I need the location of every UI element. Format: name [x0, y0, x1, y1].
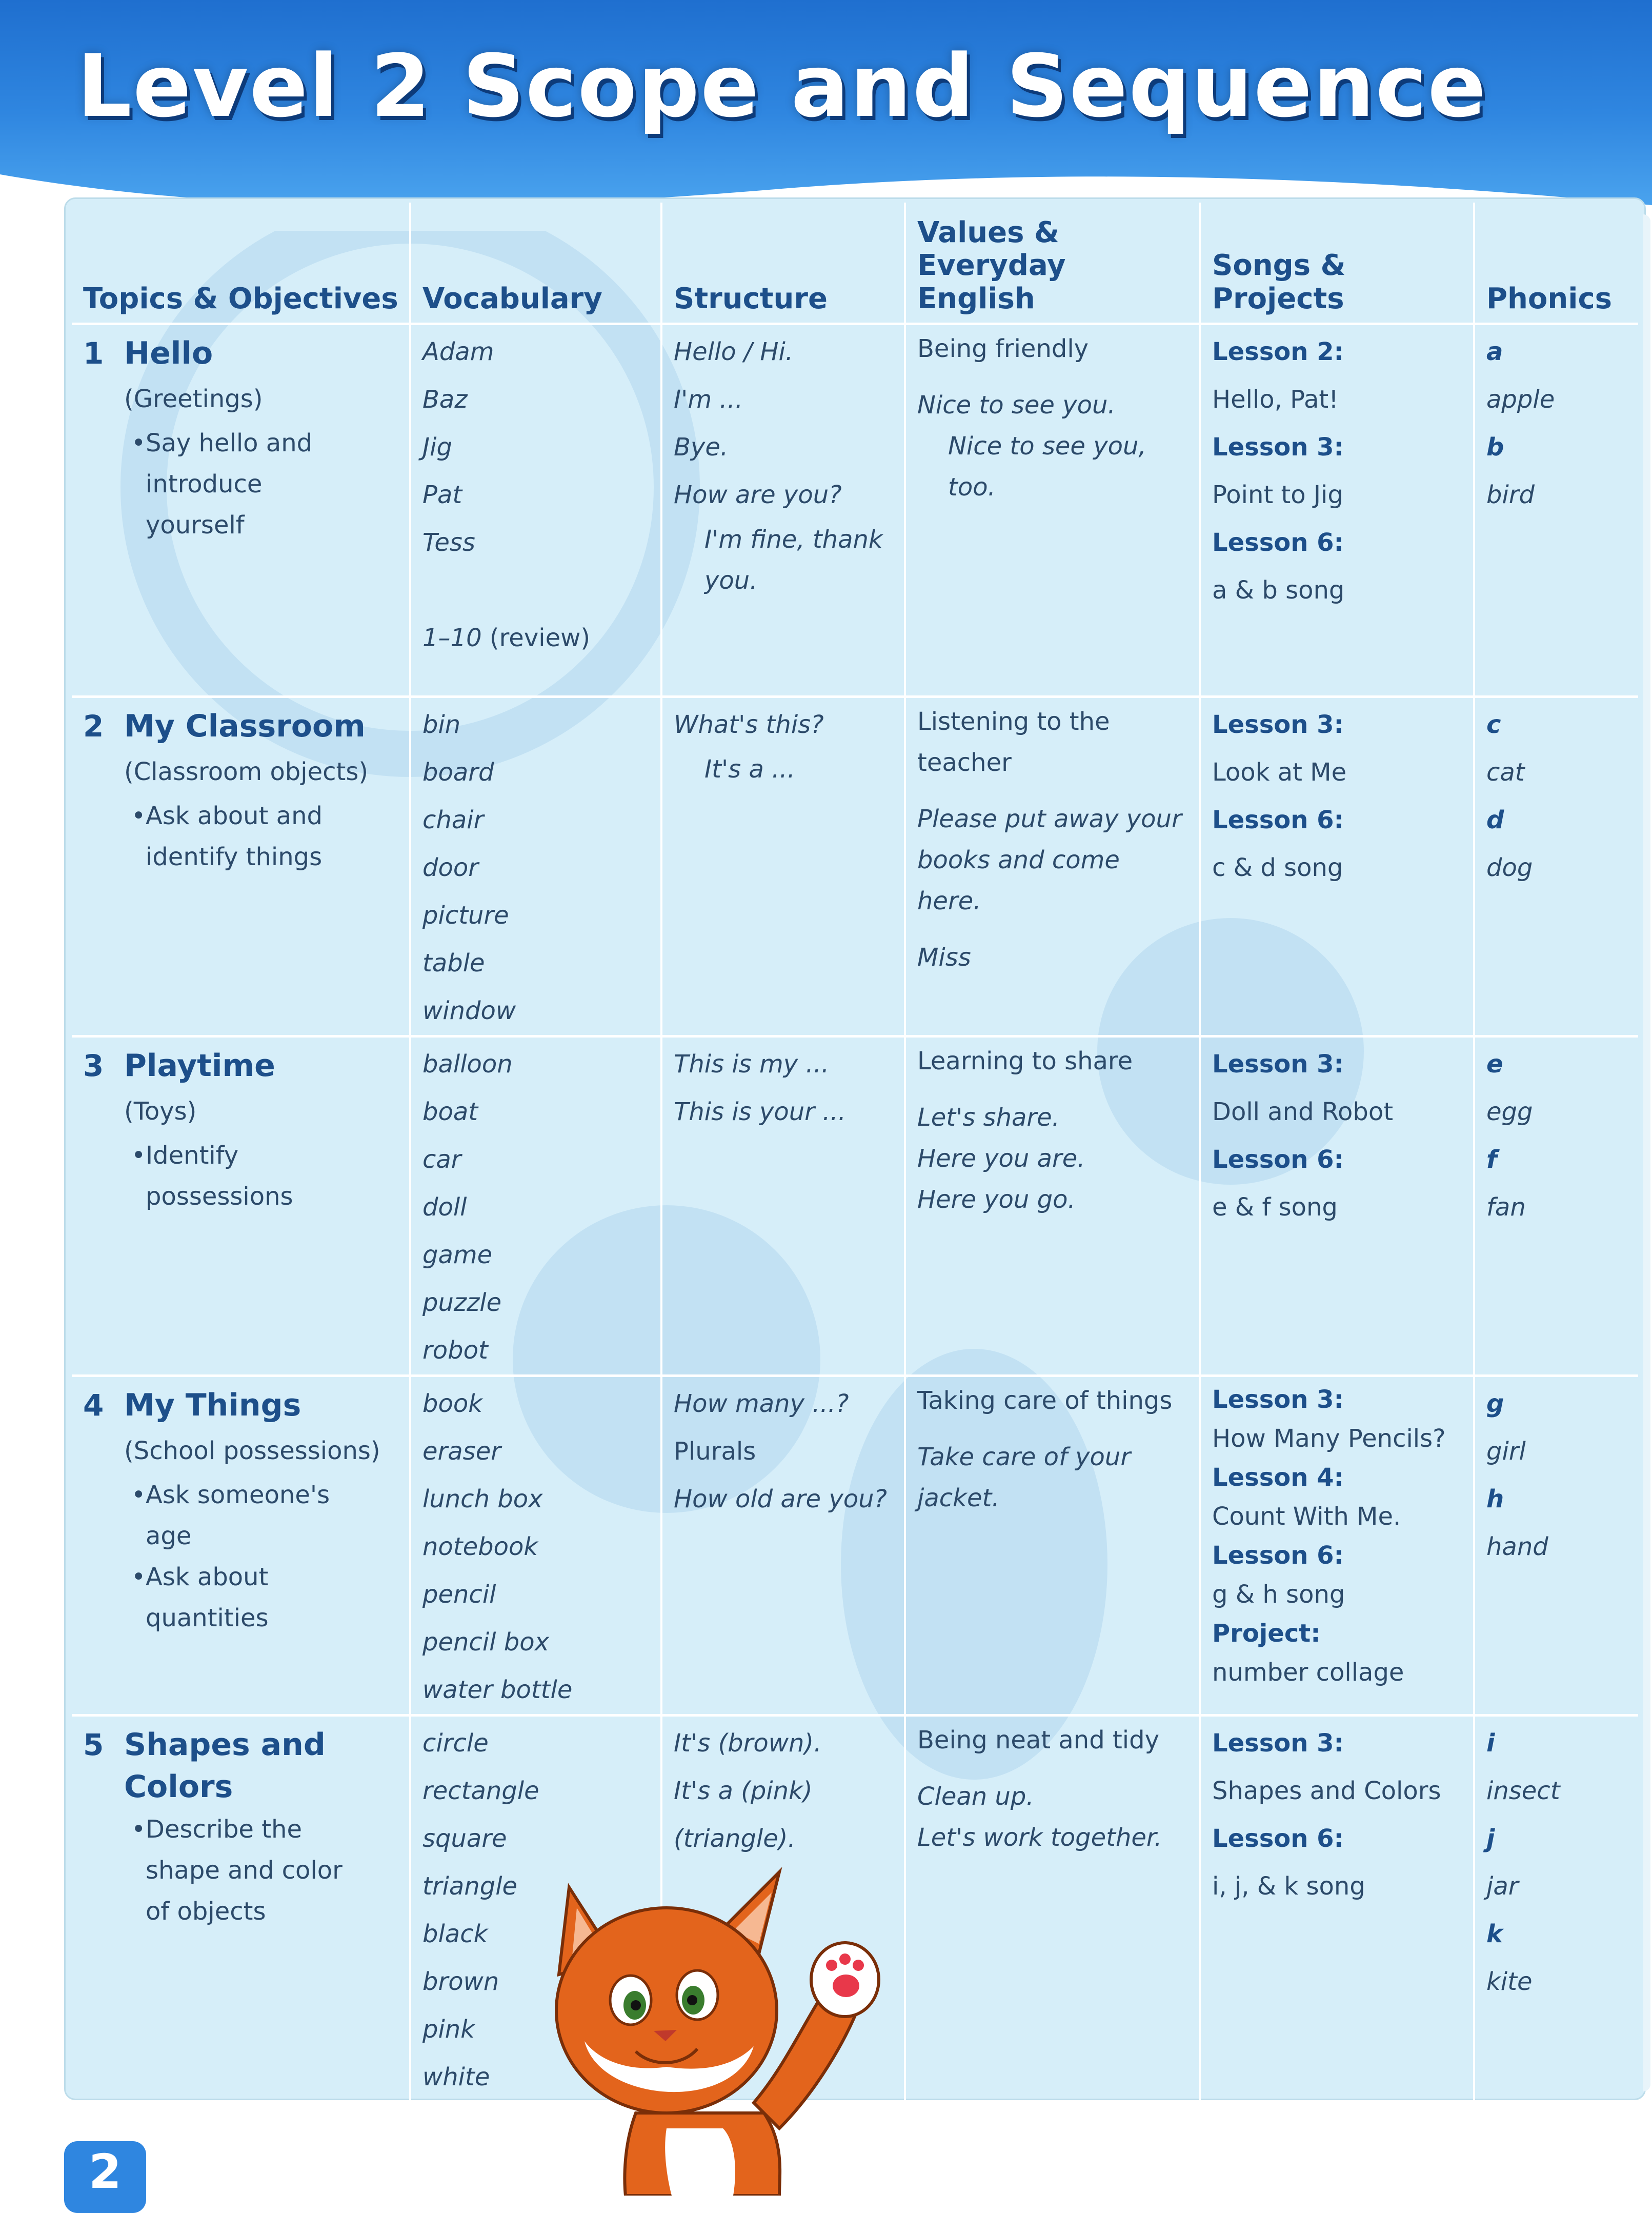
phonics-letter: e: [1486, 1050, 1503, 1079]
structure-item: How old are you?: [674, 1485, 888, 1513]
vocab-item: [422, 1428, 650, 1476]
vocab-word: Jig: [422, 433, 452, 462]
vocab-item: [422, 424, 650, 471]
values-item: Being neat and tidy: [917, 1726, 1159, 1755]
phonics-letter: b: [1486, 433, 1504, 462]
vocabulary-cell: [410, 324, 661, 697]
songs-cell: [1200, 697, 1474, 1036]
phonics-word: kite: [1486, 1967, 1533, 1996]
song-title: Look at Me: [1212, 758, 1347, 787]
unit-title: Colors: [124, 1769, 233, 1805]
vocab-word: book: [422, 1389, 482, 1418]
song-title: How Many Pencils?: [1212, 1424, 1446, 1453]
vocab-word: pencil box: [422, 1628, 549, 1657]
spacer: [917, 1421, 1188, 1437]
phonics-word: cat: [1486, 758, 1525, 787]
structure-item: This is my ...: [674, 1050, 830, 1079]
values-cell: [905, 324, 1200, 697]
vocab-note: (review): [489, 624, 591, 652]
unit-title: Playtime: [124, 1048, 275, 1084]
song-title: c & d song: [1212, 853, 1343, 882]
values-cell: [905, 1376, 1200, 1716]
vocab-item: [422, 328, 650, 376]
vocab-word: brown: [422, 1967, 499, 1996]
topics-cell: [72, 1716, 410, 2102]
song-lesson-label: Lesson 4:: [1212, 1463, 1344, 1492]
vocab-word: puzzle: [422, 1288, 502, 1317]
unit-title-wrap: [124, 1725, 326, 1809]
song-title: e & f song: [1212, 1193, 1338, 1222]
vocab-word: door: [422, 853, 478, 882]
spacer: [917, 1761, 1188, 1776]
song-lesson-label: Lesson 6:: [1212, 1541, 1344, 1570]
objective-item: [83, 1809, 399, 1932]
vocab-item: [422, 1088, 650, 1136]
unit-title: Hello: [124, 335, 213, 371]
values-cell: [905, 1716, 1200, 2102]
song-lesson-label: Lesson 3:: [1212, 1050, 1344, 1079]
vocab-item: [422, 376, 650, 424]
vocab-word: pencil: [422, 1580, 496, 1609]
values-item: Take care of your jacket.: [917, 1443, 1131, 1512]
unit-row: [72, 1036, 1638, 1376]
vocab-item: [422, 987, 650, 1035]
structure-cell: [661, 697, 905, 1036]
vocab-item: [422, 1041, 650, 1088]
values-cell: [905, 697, 1200, 1036]
objective-text: Ask about quantities: [146, 1563, 269, 1632]
phonics-letter: i: [1486, 1729, 1495, 1758]
vocab-word: water bottle: [422, 1676, 573, 1704]
unit-title: Shapes and: [124, 1727, 326, 1763]
vocab-word: 1–10: [422, 624, 482, 652]
song-lesson-label: Lesson 2:: [1212, 337, 1344, 366]
unit-number: 4: [83, 1388, 104, 1423]
unit-subtitle: (School possessions): [124, 1437, 380, 1465]
values-item: Taking care of things: [917, 1386, 1173, 1415]
unit-title-block: [83, 1720, 399, 1809]
col-header-structure: Structure: [661, 203, 905, 324]
vocab-word: white: [422, 2063, 490, 2091]
vocab-word: rectangle: [422, 1777, 539, 1805]
objective-item: [83, 423, 399, 546]
objective-item: [83, 1557, 399, 1639]
objective-text: Say hello and introduce yourself: [146, 429, 313, 540]
values-cell: [905, 1036, 1200, 1376]
unit-title-wrap: [124, 1385, 301, 1427]
values-item: Clean up.: [917, 1782, 1034, 1811]
bullet-icon: •: [131, 1141, 146, 1170]
phonics-word: girl: [1486, 1437, 1526, 1466]
vocab-word: notebook: [422, 1532, 538, 1561]
vocab-word: eraser: [422, 1437, 501, 1466]
structure-item: This is your ...: [674, 1098, 846, 1126]
vocab-word: pink: [422, 2015, 475, 2044]
values-item: Learning to share: [917, 1047, 1133, 1075]
phonics-letter: h: [1486, 1485, 1504, 1513]
vocabulary-cell: [410, 1376, 661, 1716]
vocab-word: boat: [422, 1098, 478, 1126]
song-title: i, j, & k song: [1212, 1872, 1365, 1901]
vocab-item: [422, 1279, 650, 1327]
song-title: g & h song: [1212, 1580, 1345, 1609]
vocab-word: black: [422, 1920, 488, 1948]
vocab-item: [422, 567, 650, 614]
topics-cell: [72, 1036, 410, 1376]
unit-title: My Classroom: [124, 708, 366, 744]
values-item: Here you are.: [917, 1144, 1085, 1173]
structure-item: How are you?: [674, 481, 842, 509]
vocab-item: [422, 796, 650, 844]
structure-item: Bye.: [674, 433, 729, 462]
objective-text: Ask someone's age: [146, 1481, 330, 1550]
song-lesson-label: Lesson 6:: [1212, 528, 1344, 557]
unit-title-wrap: [124, 333, 213, 375]
vocab-item: [422, 1327, 650, 1374]
vocab-item: [422, 519, 650, 567]
phonics-cell: [1474, 1376, 1638, 1716]
vocab-item: [422, 614, 650, 662]
unit-subtitle: (Classroom objects): [124, 757, 369, 786]
unit-title-wrap: [124, 706, 366, 748]
objective-text: Ask about and identify things: [146, 802, 323, 871]
bullet-icon: •: [131, 802, 146, 830]
unit-number: 3: [83, 1048, 104, 1083]
values-item: Miss: [917, 943, 971, 972]
song-lesson-label: Lesson 3:: [1212, 710, 1344, 739]
objective-text: Identify possessions: [146, 1141, 293, 1211]
phonics-letter: a: [1486, 337, 1503, 366]
vocab-word: doll: [422, 1193, 467, 1222]
structure-item: Hello / Hi.: [674, 337, 794, 366]
unit-number: 1: [83, 336, 104, 371]
objective-item: [83, 1135, 399, 1217]
values-item: Let's share.: [917, 1103, 1060, 1132]
unit-number: 2: [83, 709, 104, 744]
vocab-item: [422, 940, 650, 987]
phonics-cell: [1474, 697, 1638, 1036]
phonics-letter: j: [1486, 1824, 1495, 1853]
structure-cell: [661, 1036, 905, 1376]
structure-item: Plurals: [674, 1437, 756, 1466]
phonics-word: bird: [1486, 481, 1535, 509]
topics-cell: [72, 324, 410, 697]
structure-cell: [661, 1376, 905, 1716]
unit-title-wrap: [124, 1046, 275, 1088]
objective-item: [83, 795, 399, 878]
song-title: Doll and Robot: [1212, 1098, 1394, 1126]
col-header-phonics: Phonics: [1486, 282, 1612, 315]
song-title: Count With Me.: [1212, 1502, 1401, 1531]
song-title: number collage: [1212, 1658, 1404, 1687]
vocab-item: [422, 1619, 650, 1666]
phonics-word: insect: [1486, 1777, 1560, 1805]
unit-number: 5: [83, 1727, 104, 1762]
bullet-icon: •: [131, 1481, 146, 1509]
topics-cell: [72, 1376, 410, 1716]
unit-title-block: [83, 1041, 399, 1088]
phonics-letter: c: [1486, 710, 1501, 739]
vocab-word: lunch box: [422, 1485, 543, 1513]
vocab-word: window: [422, 996, 516, 1025]
values-item: Please put away your books and come here.: [917, 805, 1182, 915]
values-item: Nice to see you, too.: [948, 432, 1146, 502]
bullet-icon: •: [131, 1563, 146, 1591]
phonics-word: dog: [1486, 853, 1533, 882]
vocab-item: [422, 701, 650, 749]
scope-sequence-table: [72, 203, 1638, 2101]
phonics-letter: d: [1486, 806, 1504, 834]
vocabulary-cell: [410, 1036, 661, 1376]
vocab-item: [422, 1380, 650, 1428]
structure-item: It's a (pink) (triangle).: [674, 1777, 813, 1853]
vocabulary-cell: [410, 697, 661, 1036]
unit-title: My Things: [124, 1387, 301, 1423]
topics-cell: [72, 697, 410, 1036]
vocab-word: triangle: [422, 1872, 518, 1901]
objective-item: [83, 1474, 399, 1557]
vocab-item: [422, 1476, 650, 1523]
structure-item: It's (brown).: [674, 1729, 822, 1758]
phonics-letter: k: [1486, 1920, 1503, 1948]
vocab-item: [422, 1666, 650, 1714]
vocab-word: table: [422, 949, 485, 978]
values-item: Being friendly: [917, 334, 1089, 363]
songs-cell: [1200, 324, 1474, 697]
structure-item: I'm fine, thank you.: [704, 525, 883, 595]
song-lesson-label: Lesson 3:: [1212, 433, 1344, 462]
song-lesson-label: Lesson 6:: [1212, 1824, 1344, 1853]
song-lesson-label: Lesson 6:: [1212, 1145, 1344, 1174]
structure-cell: [661, 324, 905, 697]
vocab-word: square: [422, 1824, 507, 1853]
values-item: Nice to see you.: [917, 391, 1116, 420]
unit-row: [72, 697, 1638, 1036]
phonics-letter: f: [1486, 1145, 1497, 1174]
col-header-vocabulary: Vocabulary: [410, 203, 661, 324]
spacer: [917, 369, 1188, 385]
vocab-word: Baz: [422, 385, 468, 414]
values-item: Listening to the teacher: [917, 707, 1110, 777]
vocab-item: [422, 1184, 650, 1231]
unit-title-block: [83, 1380, 399, 1427]
song-title: a & b song: [1212, 576, 1345, 605]
unit-title-block: [83, 701, 399, 748]
values-item: Let's work together.: [917, 1823, 1162, 1852]
col-header-songs: Songs & Projects: [1200, 203, 1474, 324]
song-lesson-label: Project:: [1212, 1619, 1321, 1648]
phonics-word: fan: [1486, 1193, 1526, 1222]
phonics-cell: [1474, 1036, 1638, 1376]
vocab-item: [422, 1136, 650, 1184]
structure-item: What's this?: [674, 710, 824, 739]
song-title: Shapes and Colors: [1212, 1777, 1441, 1805]
page-number-badge: 2: [64, 2141, 146, 2213]
phonics-word: jar: [1486, 1872, 1519, 1901]
vocab-item: [422, 471, 650, 519]
bullet-icon: •: [131, 1815, 146, 1844]
col-header-topics: Topics & Objectives: [72, 203, 410, 324]
vocab-word: game: [422, 1241, 493, 1269]
unit-subtitle: (Toys): [124, 1097, 197, 1126]
phonics-word: hand: [1486, 1532, 1548, 1561]
vocab-item: [422, 1720, 650, 1767]
phonics-cell: [1474, 1716, 1638, 2102]
song-title: Hello, Pat!: [1212, 385, 1339, 414]
vocab-word: Tess: [422, 528, 475, 557]
cat-mascot-icon: [538, 1826, 908, 2196]
vocab-word: car: [422, 1145, 461, 1174]
unit-row: [72, 324, 1638, 697]
song-lesson-label: Lesson 3:: [1212, 1385, 1344, 1414]
unit-title-block: [83, 328, 399, 375]
unit-row: [72, 1376, 1638, 1716]
vocab-item: [422, 892, 650, 940]
song-lesson-label: Lesson 3:: [1212, 1729, 1344, 1758]
song-title: Point to Jig: [1212, 481, 1343, 509]
bullet-icon: •: [131, 429, 146, 457]
vocab-word: circle: [422, 1729, 489, 1758]
phonics-cell: [1474, 324, 1638, 697]
structure-item: I'm ...: [674, 385, 743, 414]
songs-cell: [1200, 1716, 1474, 2102]
songs-cell: [1200, 1036, 1474, 1376]
vocab-word: robot: [422, 1336, 488, 1365]
spacer: [917, 783, 1188, 799]
table-header-row: [72, 203, 1638, 324]
vocab-item: [422, 1767, 650, 1815]
spacer: [917, 1082, 1188, 1097]
vocab-word: balloon: [422, 1050, 513, 1079]
vocab-word: bin: [422, 710, 461, 739]
structure-item: It's a ...: [704, 755, 795, 784]
vocab-word: Adam: [422, 337, 494, 366]
values-item: Here you go.: [917, 1185, 1076, 1214]
song-lesson-label: Lesson 6:: [1212, 806, 1344, 834]
objective-text: Describe the shape and color of objects: [146, 1815, 343, 1926]
structure-item: How many ...?: [674, 1389, 849, 1418]
phonics-word: egg: [1486, 1098, 1533, 1126]
vocab-item: [422, 1523, 650, 1571]
unit-subtitle: (Greetings): [124, 385, 263, 413]
spacer: [917, 922, 1188, 937]
vocab-word: chair: [422, 806, 484, 834]
vocab-item: [422, 1231, 650, 1279]
col-header-values: Values & Everyday English: [905, 203, 1200, 324]
vocab-item: [422, 749, 650, 796]
phonics-letter: g: [1486, 1389, 1504, 1418]
page-title: Level 2 Scope and Sequence: [77, 36, 1487, 136]
songs-cell: [1200, 1376, 1474, 1716]
phonics-word: apple: [1486, 385, 1555, 414]
vocab-word: Pat: [422, 481, 462, 509]
vocab-word: picture: [422, 901, 509, 930]
vocab-item: [422, 1571, 650, 1619]
vocab-word: board: [422, 758, 494, 787]
vocab-item: [422, 844, 650, 892]
